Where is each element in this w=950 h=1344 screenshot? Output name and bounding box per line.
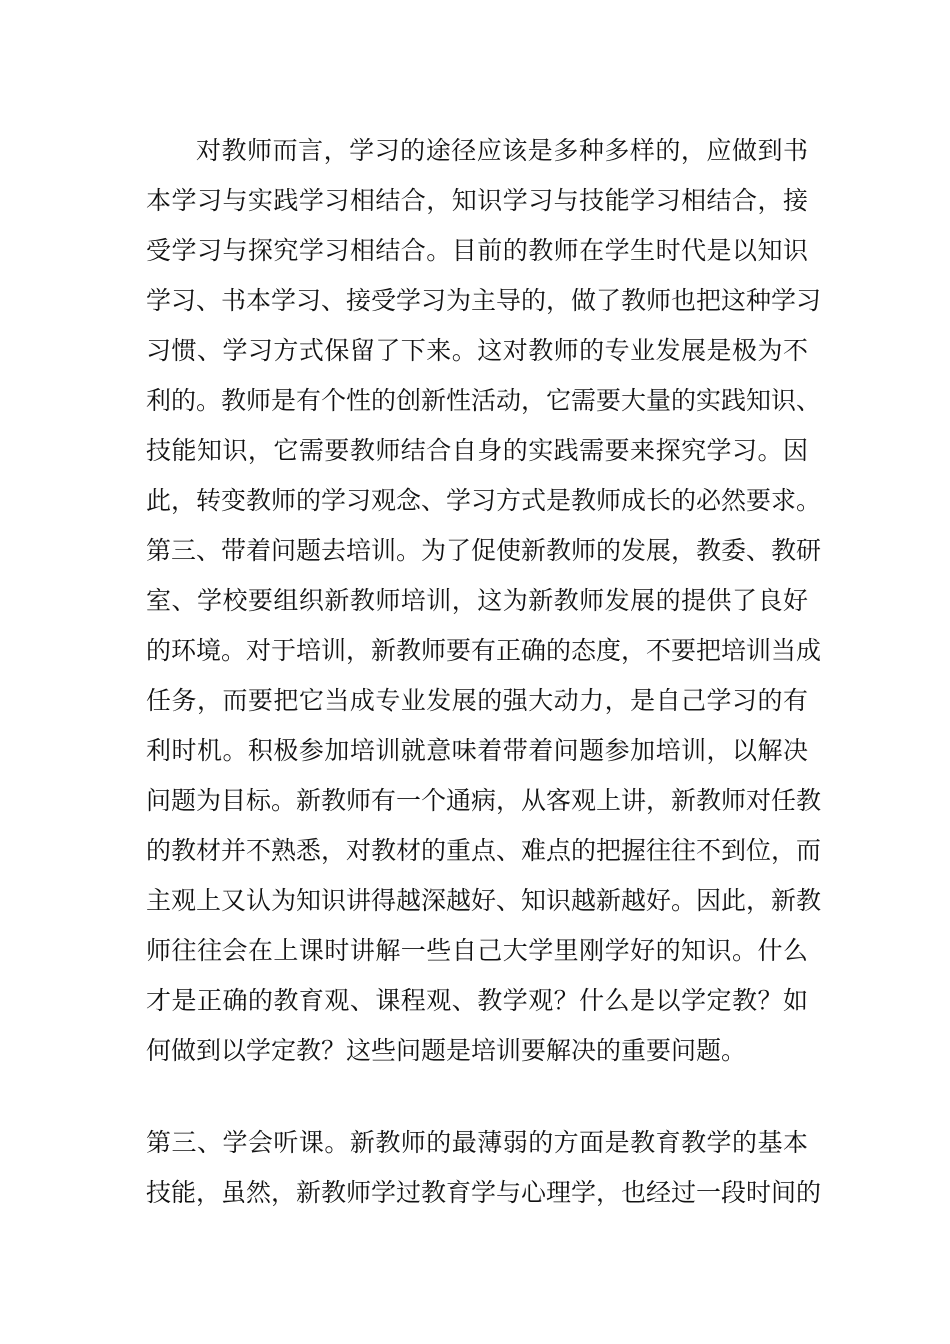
text-line: 的教材并不熟悉，对教材的重点、难点的把握往往不到位，而 <box>146 836 822 865</box>
text-line: 学习、书本学习、接受学习为主导的，做了教师也把这种学习 <box>146 286 822 315</box>
text-line: 此，转变教师的学习观念、学习方式是教师成长的必然要求。 <box>146 486 822 515</box>
text-line: 第三、学会听课。新教师的最薄弱的方面是教育教学的基本 <box>146 1128 808 1157</box>
text-line: 技能知识，它需要教师结合自身的实践需要来探究学习。因 <box>146 436 808 465</box>
text-line: 问题为目标。新教师有一个通病，从客观上讲，新教师对任教 <box>146 786 822 815</box>
text-line: 利的。教师是有个性的创新性活动，它需要大量的实践知识、 <box>146 386 822 415</box>
text-line: 师往往会在上课时讲解一些自己大学里刚学好的知识。什么 <box>146 936 808 965</box>
text-line: 对教师而言，学习的途径应该是多种多样的，应做到书 <box>196 136 808 165</box>
text-line: 何做到以学定教？这些问题是培训要解决的重要问题。 <box>146 1036 747 1065</box>
text-line: 利时机。积极参加培训就意味着带着问题参加培训，以解决 <box>146 736 808 765</box>
text-line: 的环境。对于培训，新教师要有正确的态度，不要把培训当成 <box>146 636 822 665</box>
text-line: 才是正确的教育观、课程观、教学观？什么是以学定教？如 <box>146 986 808 1015</box>
text-line: 本学习与实践学习相结合，知识学习与技能学习相结合，接 <box>146 186 808 215</box>
text-line: 第三、带着问题去培训。为了促使新教师的发展，教委、教研 <box>146 536 822 565</box>
text-line: 受学习与探究学习相结合。目前的教师在学生时代是以知识 <box>146 236 808 265</box>
text-line: 技能，虽然，新教师学过教育学与心理学，也经过一段时间的 <box>146 1178 822 1207</box>
paragraph-teacher-learning <box>146 126 822 1076</box>
text-line: 任务，而要把它当成专业发展的强大动力，是自己学习的有 <box>146 686 808 715</box>
paragraph-learn-to-observe-lessons <box>146 1118 822 1218</box>
text-line: 习惯、学习方式保留了下来。这对教师的专业发展是极为不 <box>146 336 808 365</box>
text-line: 室、学校要组织新教师培训，这为新教师发展的提供了良好 <box>146 586 808 615</box>
text-line: 主观上又认为知识讲得越深越好、知识越新越好。因此，新教 <box>146 886 822 915</box>
